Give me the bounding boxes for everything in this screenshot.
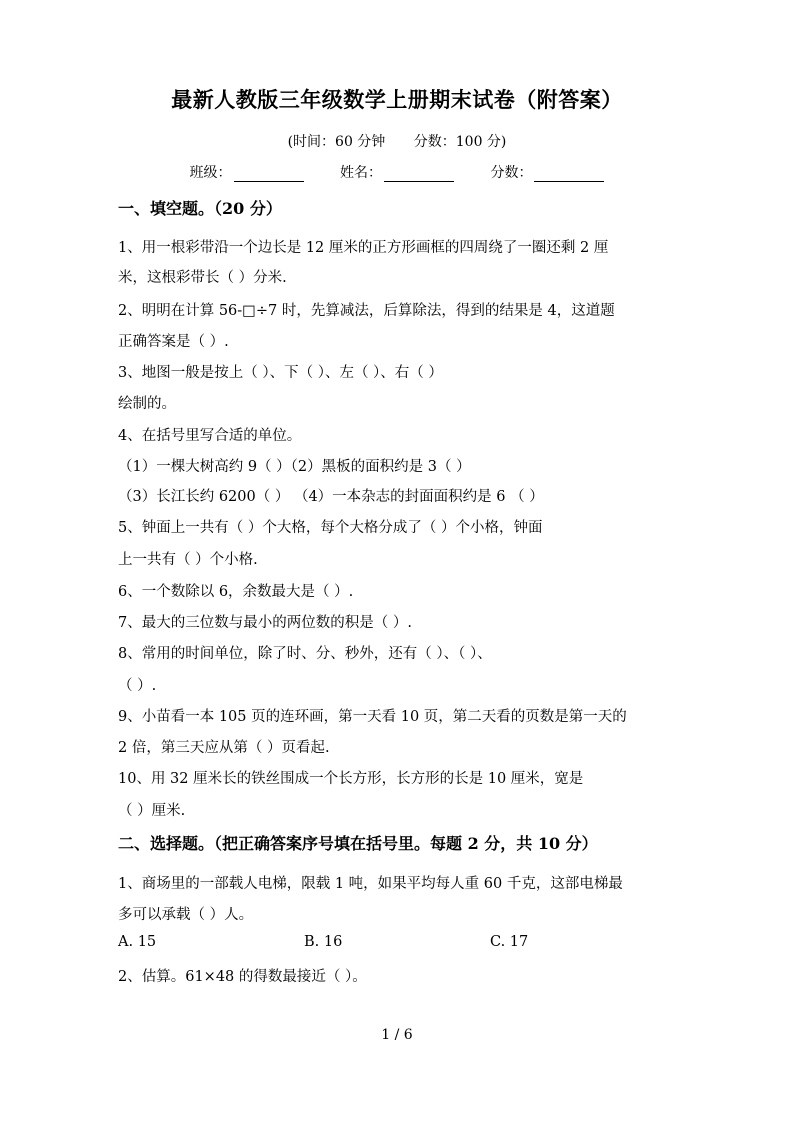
question-line: 正确答案是（ ）. <box>118 334 229 350</box>
question-line: 7、最大的三位数与最小的两位数的积是（ ）. <box>118 615 412 631</box>
exam-time: (时间：60 分钟 <box>287 134 386 150</box>
name-label: 姓名： <box>340 165 382 181</box>
question-line: 绘制的。 <box>118 396 176 412</box>
page-title: 最新人教版三年级数学上册期末试卷（附答案） <box>171 87 623 112</box>
name-field <box>340 162 454 182</box>
question-line: 2、估算。61×48 的得数最接近（ ）。 <box>118 969 367 985</box>
question-line: （ ）厘米. <box>118 803 186 819</box>
name-blank[interactable] <box>384 167 454 182</box>
question-line: （1）一棵大树高约 9（ ）（2）黑板的面积约是 3（ ） <box>118 459 471 475</box>
question-line: 8、常用的时间单位，除了时、分、秒外，还有（ ）、（ ）、 <box>118 646 492 662</box>
question-line: 上一共有（ ）个小格. <box>118 552 258 568</box>
question-line: （3）长江长约 6200（ ） （4）一本杂志的封面面积约是 6 （ ） <box>118 489 544 505</box>
score-field <box>490 162 604 182</box>
question-line: 2、明明在计算 56-□÷7 时，先算减法，后算除法，得到的结果是 4，这道题 <box>118 303 615 319</box>
exam-total-score: 分数：100 分) <box>413 134 507 150</box>
score-blank[interactable] <box>534 167 604 182</box>
question-line: 米，这根彩带长（ ）分米. <box>118 270 287 286</box>
option-a[interactable]: A. 15 <box>118 934 157 950</box>
score-label: 分数： <box>490 165 533 181</box>
section1-heading: 一、填空题。（20 分） <box>118 199 282 218</box>
option-c[interactable]: C. 17 <box>490 934 529 950</box>
question-line: 5、钟面上一共有（ ）个大格，每个大格分成了（ ）个小格，钟面 <box>118 520 543 536</box>
question-line: （ ）. <box>118 678 157 694</box>
class-blank[interactable] <box>234 167 304 182</box>
option-b[interactable]: B. 16 <box>304 934 343 950</box>
question-line: 多可以承载（ ）人。 <box>118 907 254 923</box>
page-number: 1 / 6 <box>381 1027 413 1043</box>
question-line: 10、用 32 厘米长的铁丝围成一个长方形，长方形的长是 10 厘米，宽是 <box>118 771 584 787</box>
question-line: 9、小苗看一本 105 页的连环画，第一天看 10 页，第二天看的页数是第一天的 <box>118 709 627 725</box>
class-label: 班级： <box>189 165 232 181</box>
question-line: 3、地图一般是按上（ ）、下（ ）、左（ ）、右（ ） <box>118 365 443 381</box>
question-line: 6、一个数除以 6，余数最大是（ ）. <box>118 584 354 600</box>
question-line: 2 倍，第三天应从第（ ）页看起. <box>118 740 330 756</box>
section2-heading: 二、选择题。（把正确答案序号填在括号里。每题 2 分，共 10 分） <box>118 834 598 853</box>
question-line: 1、商场里的一部载人电梯，限载 1 吨，如果平均每人重 60 千克，这部电梯最 <box>118 876 623 892</box>
exam-meta <box>0 131 794 151</box>
class-field <box>190 162 304 182</box>
question-line: 4、在括号里写合适的单位。 <box>118 428 302 444</box>
student-info <box>0 162 794 182</box>
question-line: 1、用一根彩带沿一个边长是 12 厘米的正方形画框的四周绕了一圈还剩 2 厘 <box>118 240 609 256</box>
